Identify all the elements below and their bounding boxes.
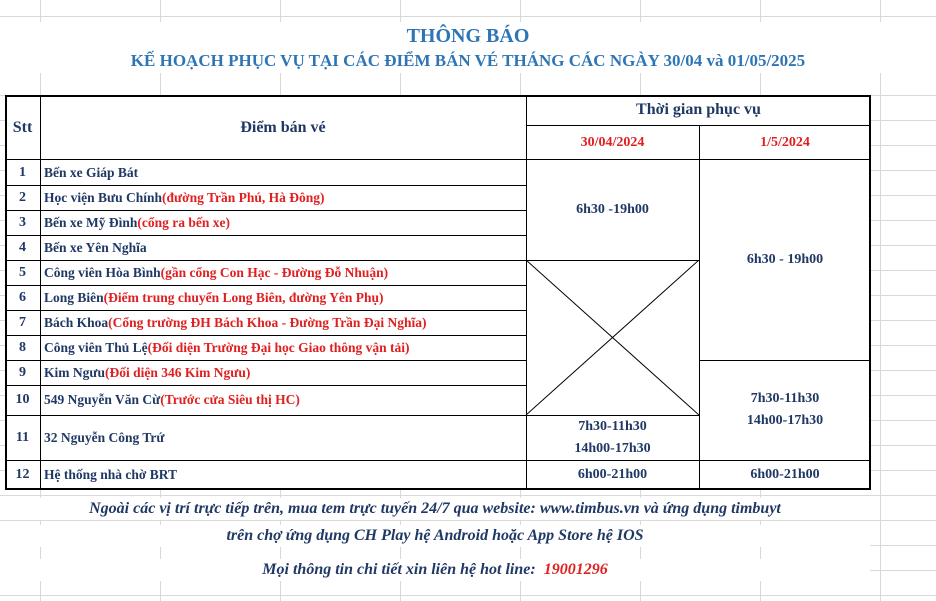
header-stt: Stt (12, 118, 33, 136)
row-12-stt: 12 (15, 467, 30, 482)
header-service-time: Thời gian phục vụ (636, 101, 761, 118)
place-name: Công viên Hòa Bình (44, 264, 161, 280)
place-name: Công viên Thủ Lệ (44, 339, 148, 355)
row-9-place (44, 360, 524, 385)
gridline (880, 0, 881, 601)
time-afternoon: 14h00-17h30 (746, 413, 824, 428)
gridline (0, 595, 936, 596)
row-5-stt: 5 (19, 264, 26, 280)
place-name: Bến xe Mỹ Đình (44, 214, 138, 230)
gridline (0, 520, 936, 521)
header-divider (5, 159, 871, 160)
stt-column-divider (40, 95, 41, 490)
row-2-place (44, 185, 524, 210)
row-divider (5, 260, 699, 261)
place-name: Bách Khoa (44, 314, 109, 330)
row-11-place (44, 415, 524, 460)
date1-row-12-time: 6h00-21h00 (577, 467, 648, 482)
place-name: Long Biên (44, 289, 104, 305)
row-4-stt: 4 (19, 239, 26, 255)
notice-title: THÔNG BÁO (0, 22, 936, 50)
row-3-stt: 3 (19, 214, 26, 230)
header-date-1: 30/04/2024 (580, 134, 645, 150)
time-afternoon: 14h00-17h30 (574, 440, 651, 456)
place-note: (Trước cửa Siêu thị HC) (160, 392, 300, 407)
place-note: (Đối diện 346 Kim Ngưu) (104, 364, 251, 380)
gridline (0, 16, 936, 17)
table-border-top (5, 95, 871, 97)
place-name: 32 Nguyễn Công Trứ (44, 429, 165, 445)
row-divider (5, 285, 526, 286)
hotline-label: Mọi thông tin chi tiết xin liên hệ hot line: (262, 561, 536, 578)
gridline (0, 495, 936, 496)
place-name: Học viện Bưu Chính (44, 189, 163, 205)
header-date-2: 1/5/2024 (760, 134, 810, 150)
notice-subtitle: KẾ HOẠCH PHỤC VỤ TẠI CÁC ĐIỂM BÁN VÉ THÁNG CÁC NGÀY 30/04 và 01/05/2025 (0, 49, 936, 73)
row-divider (5, 460, 871, 461)
date2-row-12-time: 6h00-21h00 (750, 467, 820, 482)
row-divider (5, 185, 526, 186)
time-morning: 7h30-11h30 (750, 391, 820, 406)
row-11-stt: 11 (15, 429, 30, 445)
place-name: 549 Nguyễn Văn Cừ (44, 392, 161, 407)
table-border-left (5, 95, 7, 490)
schedule-table (5, 95, 871, 490)
place-name: Hệ thống nhà chờ BRT (44, 467, 178, 482)
place-note: (Đối diện Trường Đại học Giao thông vận tải) (147, 339, 410, 355)
row-2-stt: 2 (19, 189, 26, 205)
row-divider (5, 235, 526, 236)
row-8-place (44, 335, 524, 360)
row-divider (5, 360, 526, 361)
not-served-cross (526, 260, 699, 415)
row-1-stt: 1 (19, 164, 26, 180)
row-6-stt: 6 (19, 289, 26, 305)
row-7-stt: 7 (19, 314, 26, 330)
place-note: (gần cổng Con Hạc - Đường Đỗ Nhuận) (160, 264, 389, 280)
place-note: (cổng ra bến xe) (137, 214, 230, 230)
place-note: (Cổng trường ĐH Bách Khoa - Đường Trần Đại Nghĩa) (108, 314, 427, 330)
place-column-divider (526, 95, 527, 490)
place-name: Bến xe Yên Nghĩa (44, 239, 147, 255)
footer-line-1: Ngoài các vị trí trực tiếp trên, mua tem trực tuyến 24/7 qua website: www.timbus.vn và ứng dụng timbuyt (0, 498, 870, 520)
row-1-place (44, 160, 524, 185)
row-9-stt: 9 (19, 364, 26, 380)
row-3-place (44, 210, 524, 235)
date-column-divider (699, 125, 700, 490)
footer-line-2: trên chợ ứng dụng CH Play hệ Android hoặc App Store hệ IOS (0, 525, 870, 547)
row-divider (699, 360, 871, 361)
row-10-place (44, 385, 524, 415)
row-6-place (44, 285, 524, 310)
row-10-stt: 10 (15, 392, 30, 407)
date1-row-11-time (526, 415, 699, 460)
place-note: (Điểm trung chuyển Long Biên, đường Yên Phụ) (103, 289, 384, 305)
table-border-right (869, 95, 871, 490)
header-place: Điểm bán vé (240, 118, 326, 136)
row-8-stt: 8 (19, 339, 26, 355)
table-border-bottom (5, 488, 871, 490)
date2-rows-9-11-time (699, 360, 871, 460)
row-divider (5, 210, 526, 211)
row-divider (5, 385, 526, 386)
time-morning: 7h30-11h30 (578, 418, 647, 434)
place-name: Bến xe Giáp Bát (44, 164, 139, 180)
date1-rows-1-4-time: 6h30 -19h00 (576, 202, 649, 217)
place-name: Kim Ngưu (44, 364, 105, 380)
row-12-place (44, 460, 524, 490)
date2-rows-1-8-time: 6h30 - 19h00 (746, 252, 824, 267)
row-7-place (44, 310, 524, 335)
hotline-number: 19001296 (543, 561, 608, 578)
row-5-place (44, 260, 524, 285)
row-divider (5, 415, 699, 416)
row-divider (5, 335, 526, 336)
footer-line-3 (0, 559, 870, 581)
row-4-place (44, 235, 524, 260)
row-divider (5, 310, 526, 311)
place-note: (đường Trần Phú, Hà Đông) (162, 189, 325, 205)
